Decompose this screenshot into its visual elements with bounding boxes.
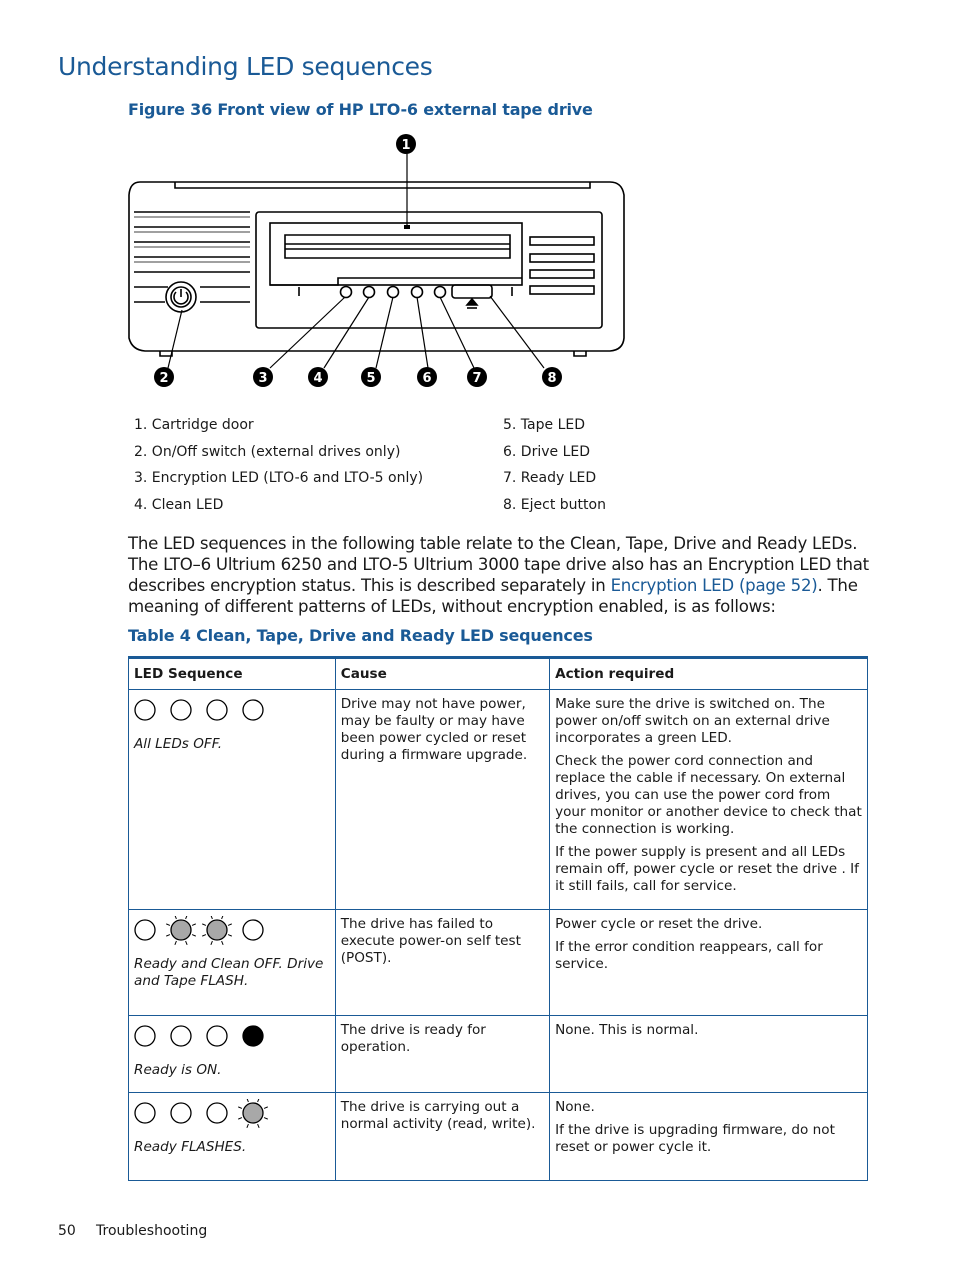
table-row [129,690,868,910]
cause-cell: The drive is carrying out a normal activity (read, write). [335,1093,549,1181]
led-off-indicator [135,1103,155,1123]
led-off-indicator [207,1026,227,1046]
action-text: None. This is normal. [555,1022,699,1038]
action-text: Check the power cord connection and replace the cable if necessary. On external drives, you can use the power cord from your monitor or another device to check that the connection is working. [555,753,862,837]
action-text: If the drive is upgrading firmware, do not reset or power cycle it. [555,1122,835,1155]
led-off-indicator [135,700,155,720]
table-caption: Table 4 Clean, Tape, Drive and Ready LED sequences [128,626,593,645]
action-cell [550,1016,868,1093]
action-text: If the power supply is present and all LEDs remain off, power cycle or reset the drive . If it still fails, call for service. [555,844,859,894]
callout-8 [542,367,562,387]
callout-1 [396,134,416,154]
led-pattern [134,696,274,726]
led-flash-indicator [202,916,232,945]
legend-item: 2. On/Off switch (external drives only) [134,443,401,460]
table-row [129,910,868,1016]
figure-caption: Figure 36 Front view of HP LTO-6 external tape drive [128,100,593,119]
table-header-row [129,658,868,690]
intro-paragraph [128,533,873,617]
page-number: 50 [58,1223,76,1239]
led-off-indicator [135,920,155,940]
svg-text:1: 1 [401,138,411,153]
svg-text:7: 7 [472,371,482,386]
led-sequence-cell [129,910,336,1016]
led-off-indicator [243,700,263,720]
table-row [129,1093,868,1181]
legend-item: 3. Encryption LED (LTO-6 and LTO-5 only) [134,470,424,487]
led-sequence-cell [129,1093,336,1181]
led-off-indicator [207,1103,227,1123]
tape-drive-diagram [120,130,640,395]
legend-left-column [134,412,423,519]
led-sequence-cell [129,1016,336,1093]
callout-4 [308,367,328,387]
intro-text: The LED sequences in the following table relate to the Clean, Tape, Drive and Ready LEDs. The LTO–6 Ultrium 6250 and LTO-5 Ultrium 3000 tape drive also has an Encryption LED that describes encryption status. This is described separately in [128,534,869,595]
sequence-description: Ready FLASHES. [134,1139,247,1155]
led-pattern [134,1099,274,1129]
callout-2 [154,367,174,387]
action-cell [550,910,868,1016]
led-sequence-cell [129,690,336,910]
header-cause: Cause [335,658,549,690]
led-pattern [134,1022,274,1052]
action-cell [550,1093,868,1181]
callout-7 [467,367,487,387]
legend-item: 6. Drive LED [503,443,591,460]
sequence-description: All LEDs OFF. [134,736,223,752]
svg-text:4: 4 [313,371,323,386]
callout-5 [361,367,381,387]
led-flash-indicator [238,1099,268,1128]
svg-text:5: 5 [366,371,376,386]
led-off-indicator [171,1103,191,1123]
legend-item: 4. Clean LED [134,497,224,514]
svg-text:3: 3 [258,371,268,386]
legend-right-column [503,412,606,519]
legend-item: 7. Ready LED [503,470,597,487]
legend-item: 5. Tape LED [503,417,585,433]
action-text: None. [555,1099,595,1115]
led-sequence-table [128,656,868,1181]
led-off-indicator [243,920,263,940]
encryption-led-link[interactable]: Encryption LED (page 52) [610,576,818,595]
action-text: Power cycle or reset the drive. [555,916,763,932]
intro-text-end: . The meaning of different patterns of LEDs, without encryption enabled, is as follows: [128,576,858,616]
action-cell [550,690,868,910]
sequence-description: Ready and Clean OFF. Drive and Tape FLASH. [134,956,324,989]
led-off-indicator [171,700,191,720]
header-action-required: Action required [550,658,868,690]
led-off-indicator [171,1026,191,1046]
header-led-sequence: LED Sequence [129,658,336,690]
footer-section: Troubleshooting [96,1223,208,1239]
cause-cell: The drive has failed to execute power-on self test (POST). [335,910,549,1016]
action-text: Make sure the drive is switched on. The power on/off switch on an external drive incorporates a green LED. [555,696,830,746]
svg-text:2: 2 [159,371,169,386]
svg-text:6: 6 [422,371,432,386]
cause-cell: Drive may not have power, may be faulty or may have been power cycled or reset during a firmware upgrade. [335,690,549,910]
legend-item: 1. Cartridge door [134,417,254,433]
cause-cell: The drive is ready for operation. [335,1016,549,1093]
led-flash-indicator [166,916,196,945]
led-on-indicator [243,1026,263,1046]
led-off-indicator [207,700,227,720]
sequence-description: Ready is ON. [134,1062,222,1078]
led-off-indicator [135,1026,155,1046]
page-title: Understanding LED sequences [58,52,433,81]
action-text: If the error condition reappears, call for service. [555,939,823,972]
legend-item: 8. Eject button [503,497,606,514]
callout-3 [253,367,273,387]
callout-6 [417,367,437,387]
svg-text:8: 8 [547,371,557,386]
table-row [129,1016,868,1093]
led-pattern [134,916,274,946]
